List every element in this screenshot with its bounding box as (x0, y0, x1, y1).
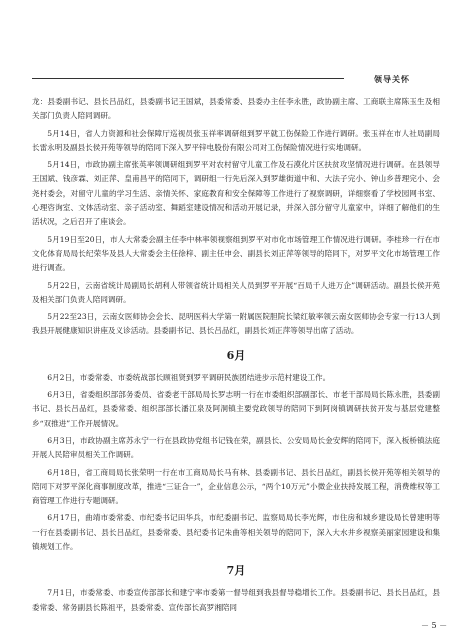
paragraph: 7月1日，市委常委、市委宣传部部长和建宁率市委第一督导组到我县督导稳增长工作。县委副书记、县长吕品红，县委常委、常务副县长陈祖平，县委常委、宣传部长高罗湘陪同 (32, 588, 440, 612)
paragraph: 5月14日，市政协副主席张英率领调研组到罗平对农村留守儿童工作及石漠化片区扶贫攻坚情况进行调研。在县领导王国斌、钱彦霖、刘正萍、皇甫昌平的陪同下，调研组一行先后深入到罗雄街道中和、大法子完小、钟山乡普理完小、会尧村委会，对留守儿童的学习生活、亲情关怀、家庭教育和安全保障等工作进行了视察调研，详细察看了学校园网书室、心理咨询室、文体活动室、亲子活动室、舞蹈室建设情况和活动开展记录，并深入部分留守儿童家中，详细了解他们的生活状况，之后召开了座谈会。 (32, 160, 440, 227)
month-heading: 7月 (226, 564, 246, 578)
month-heading: 6月 (226, 348, 246, 362)
section-header-title: 领导关怀 (374, 74, 410, 84)
paragraph: 5月19日至20日，市人大常委会副主任李中林率领视察组到罗平对市化市场管理工作情况进行调研。李桂珍一行在市文化体育局局长纪荣华及县人大常委会主任徐梓、副主任申会、副县长刘正萍等领导的陪同下，对罗平文化市场管理工作进行调查。 (32, 234, 440, 273)
header-rule (32, 78, 344, 79)
page-number: － 5 － (421, 621, 448, 630)
paragraph: 龙：县委副书记、县长吕品红，县委副书记王国斌，县委常委、县委办主任李永胜，政协副主席、工商联主席陈玉生及相关部门负责人陪同调研。 (32, 97, 440, 121)
paragraph: 5月22至23日，云南女医师协会会长、昆明医科大学第一附属医院胆院长梁红敏率领云南女医师协会专家一行13人到我县开展健康知识讲座及义诊活动。县委副书记、县长吕品红，副县长刘正萍等领导出席了活动。 (32, 312, 440, 336)
paragraph: 6月3日，省委组织部部务委员、省委老干部局局长罗志明一行在市委组织部副部长、市老干部局局长陈永胜，县委副书记、县长吕品红，县委常委、组织部部长潘江泉及阿洞镇主要党政领导的陪同下到阿岗镇调研扶贫开发与基层党建整乡“双推进”工作开展情况。 (32, 390, 440, 428)
paragraph: 6月3日，市政协副主席苏永宁一行在县政协党组书记钱在荣，副县长、公安局局长金安辉的陪同下，深入板桥镇法庭开展人民陪审员相关工作调研。 (32, 435, 440, 460)
paragraph: 6月2日，市委常委、市委统战部长顾祖贤到罗平调研民族团结进步示范村建设工作。 (47, 372, 331, 382)
paragraph: 5月14日，省人力资源和社会保障厅巡视员张玉祥率调研组到罗平就工伤保险工作进行调研。张玉祥在市人社局副局长雷永明及副县长侯开苑等领导的陪同下深入罗平锌电股份有限公司对工伤保险情况进行实地调研。 (32, 128, 440, 152)
paragraph: 6月18日，省工商局局长张荣明一行在市工商局局长马有林、县委副书记、县长吕品红，副县长侯开苑等相关领导的陪同下对罗平深化商事制度改革，推进“三证合一”，企业信息公示，“两个10万元”小微企业扶持发展工程，消费维权等工商管理工作进行专题调研。 (32, 467, 440, 506)
paragraph: 6月17日，曲靖市委常委、市纪委书记田华兵，市纪委副书记、监察局局长李光辉，市住房和城乡建设局长曾建明等一行在县委副书记、县长吕品红，县委常委、县纪委书记朱曲等相关领导的陪同下，深入大水井乡视察美丽家园建设和集镇规划工作。 (32, 513, 440, 552)
paragraph: 5月22日，云南省统计局副局长胡利人带领省统计局相关人员到罗平开展“百局千人进万企”调研活动。副县长侯开苑及相关部门负责人陪同调研。 (32, 280, 440, 304)
article-body (32, 95, 440, 618)
